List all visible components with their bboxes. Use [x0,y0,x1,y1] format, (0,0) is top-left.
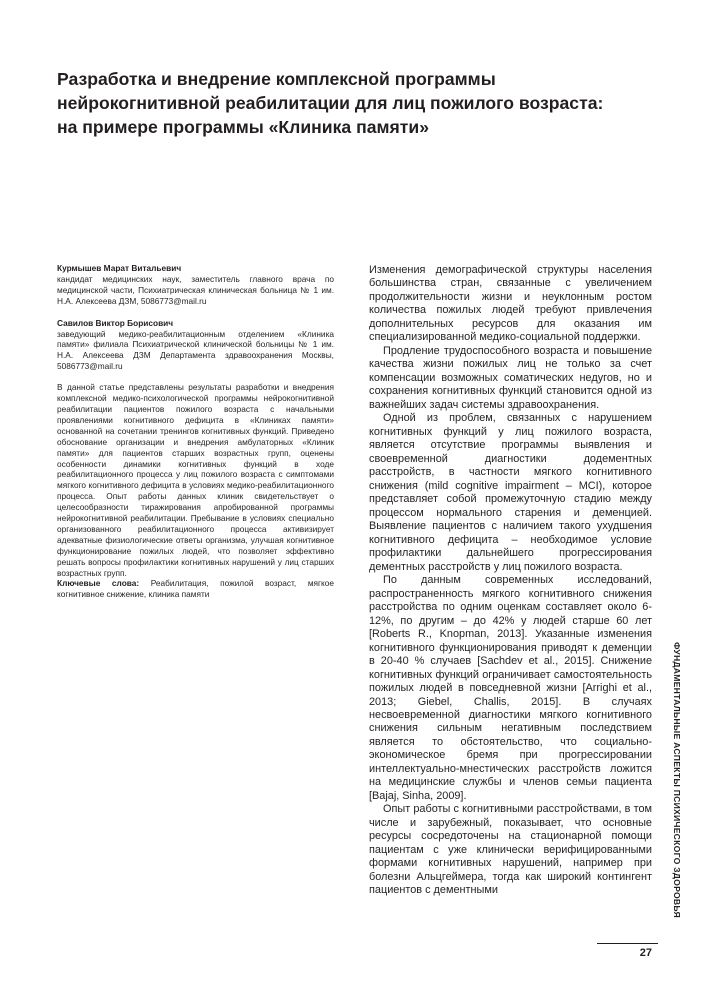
author-name: Савилов Виктор Борисович [57,317,174,328]
author-name: Курмышев Марат Витальевич [57,263,182,273]
section-label: ФУНДАМЕНТАЛЬНЫЕ АСПЕКТЫ ПСИХИЧЕСКОГО ЗДОРОВЬЯ [672,642,682,918]
abstract: В данной статье представлены результаты разработки и внедрения комплексной медико-психологической программы нейрокогнитивной реабилитации пациентов пожилого возраста с начальными проявлениями когнитивного дефицита в «Клиниках памяти» основанной на сочетании тренингов когнитивных функций. Приведено обоснование организации и внедрения амбулаторных «Клиник памяти» для пациентов старших возрастных групп, оценены особенности динамики когнитивных функций в ходе реабилитационного процесса у лиц пожилого возраста с симптомами мягкого когнитивного дефицита в условиях медико-реабилитационного процесса. Опыт работы данных клиник свидетельствует о целесообразности тиражирования апробированной программы нейрокогнитивной реабилитации. Пребывание в условиях специально организованного реабилитационного процесса активизирует адекватные физиологические ответы организма, улучшая когнитивное функционирование пожилых людей, что позволяет эффективно решать вопросы профилактики когнитивных нарушений у лиц старших возрастных групп. [57,382,334,578]
author-block [57,318,334,373]
body-paragraph: Опыт работы с когнитивными расстройствами, в том числе и зарубежный, показывает, что основные ресурсы сосредоточены на стационарной помощи пациентам с уже клинически верифицированными формами когнитивных нарушений, например при болезни Альцгеймера, тогда как широкий контингент пациентов с дементными [369,803,652,897]
page-number: 27 [639,947,652,959]
body-paragraph: Изменения демографической структуры населения большинства стран, связанные с увеличением продолжительности жизни и неуклонным ростом количества пожилых людей требуют привлечения дополнительных ресурсов для оказания им специализированной медико-социальной поддержки. [369,264,652,344]
body-paragraph: Одной из проблем, связанных с нарушением когнитивных функций у лиц пожилого возраста, является отсутствие программы выявления и своевременной диагностики додементных расстройств, в частности мягкого когнитивного снижения (mild cognitive impairment – MCI), которое представляет собой промежуточную стадию между процессом нормального старения и деменцией. Выявление пациентов с наличием такого ухудшения когнитивного дефицита – необходимое условие профилактики дальнейшего прогрессирования дементных расстройств у лиц пожилого возраста. [369,412,652,573]
author-affiliation: кандидат медицинских наук, заместитель главного врача по медицинской части, Психиатрическая клиническая больница № 1 им. Н.А. Алексеева ДЗМ, 5086773@mail.ru [57,273,334,306]
body-paragraph: Продление трудоспособного возраста и повышение качества жизни пожилых лиц не только за счет компенсации возможных соматических недугов, но и сохранения когнитивных функций становится одной из важнейших задач системы здравоохранения. [369,344,652,411]
left-column [57,263,334,600]
author-block [57,263,334,307]
body-column [369,264,652,898]
title-line: на примере программы «Клиника памяти» [57,117,429,137]
footer-rule [597,943,658,944]
body-paragraph: По данным современных исследований, распространенность мягкого когнитивного снижения расстройства по одним оценкам составляет около 6-12%, по другим – до 42% у людей старше 60 лет [Roberts R., Knopman, 2013]. Указанные изменения когнитивного функционирования приводят к деменции в 20-40 % случаев [Sachdev et al., 2015]. Снижение когнитивных функций ограничивает самостоятельность пожилых людей в повседневной жизни [Arrighi et al., 2013; Giebel, Challis, 2015]. В случаях несвоевременной диагностики мягкого когнитивного снижения сильным негативным последствием является то обстоятельство, что социально-экономическое бремя при прогрессировании интеллектуально-мнестических расстройств ложится на медицинские службы и членов семьи пациента [Bajaj, Sinha, 2009]. [369,574,652,802]
keywords-label: Ключевые слова: [57,578,140,589]
section-sidebar [669,0,685,1003]
title-line: нейрокогнитивной реабилитации для лиц пожилого возраста: [57,93,604,113]
author-affiliation: заведующий медико-реабилитационным отделением «Клиника памяти» филиала Психиатрической клинической больницы № 1 им. Н.А. Алексеева ДЗМ Департамента здравоохранения Москвы, 5086773@mail.ru [57,328,334,372]
keywords-text: Реабилитация, пожилой возраст, мягкое когнитивное снижение, клиника памяти [57,578,334,600]
keywords [57,578,334,600]
title-line: Разработка и внедрение комплексной программы [57,69,496,89]
article-title [57,67,667,139]
